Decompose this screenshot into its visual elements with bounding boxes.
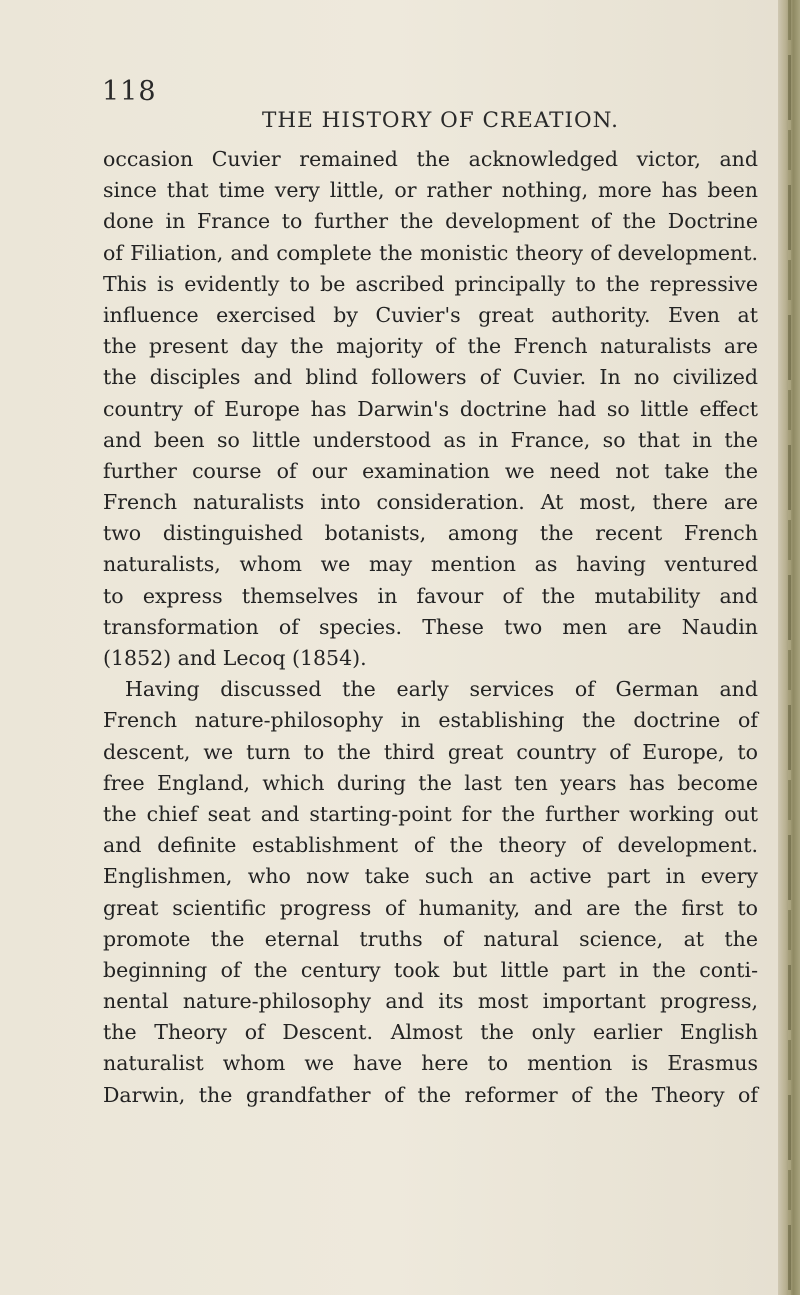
- text-line: Darwin, the grandfather of the reformer of the Theory of: [103, 1082, 758, 1107]
- text-line: the Theory of Descent. Almost the only earlier English: [103, 1020, 758, 1045]
- text-line: of Filiation, and complete the monistic theory of development.: [103, 240, 758, 265]
- running-head: THE HISTORY OF CREATION.: [262, 108, 619, 133]
- text-line: and definite establishment of the theory of development.: [103, 833, 758, 858]
- text-line: and been so little understood as in France, so that in the: [103, 427, 758, 452]
- text-line: nental nature-philosophy and its most important progress,: [103, 989, 758, 1014]
- text-line: naturalists, whom we may mention as having ventured: [103, 552, 758, 577]
- text-line: to express themselves in favour of the mutability and: [103, 583, 758, 608]
- text-line: beginning of the century took but little part in the conti-: [103, 957, 758, 982]
- text-line: (1852) and Lecoq (1854).: [103, 646, 367, 670]
- text-line: great scientific progress of humanity, and are the first to: [103, 895, 758, 920]
- text-line: influence exercised by Cuvier's great authority. Even at: [103, 302, 758, 327]
- body-text: [103, 144, 758, 1111]
- text-line: two distinguished botanists, among the recent French: [103, 521, 758, 546]
- text-line: French nature-philosophy in establishing the doctrine of: [103, 708, 758, 733]
- text-line: Englishmen, who now take such an active part in every: [103, 864, 758, 889]
- text-line: further course of our examination we need not take the: [103, 458, 758, 483]
- text-line: the chief seat and starting-point for the further working out: [103, 801, 758, 826]
- text-line: descent, we turn to the third great country of Europe, to: [103, 739, 758, 764]
- text-line: country of Europe has Darwin's doctrine had so little effect: [103, 396, 758, 421]
- text-line: the present day the majority of the French naturalists are: [103, 334, 758, 359]
- text-line: This is evidently to be ascribed principally to the repressive: [103, 271, 758, 296]
- text-line: done in France to further the development of the Doctrine: [103, 209, 758, 234]
- page-edge: [778, 0, 800, 1295]
- text-line: Having discussed the early services of German and: [125, 677, 758, 702]
- text-line: naturalist whom we have here to mention is Erasmus: [103, 1051, 758, 1076]
- text-line: free England, which during the last ten years has become: [103, 770, 758, 795]
- text-line: transformation of species. These two men are Naudin: [103, 614, 758, 639]
- text-line: occasion Cuvier remained the acknowledged victor, and: [103, 147, 758, 171]
- page-number: 118: [102, 76, 157, 107]
- text-line: French naturalists into consideration. At most, there are: [103, 490, 758, 515]
- text-line: the disciples and blind followers of Cuvier. In no civilized: [103, 365, 758, 390]
- text-line: promote the eternal truths of natural science, at the: [103, 926, 758, 951]
- text-line: since that time very little, or rather nothing, more has been: [103, 178, 758, 203]
